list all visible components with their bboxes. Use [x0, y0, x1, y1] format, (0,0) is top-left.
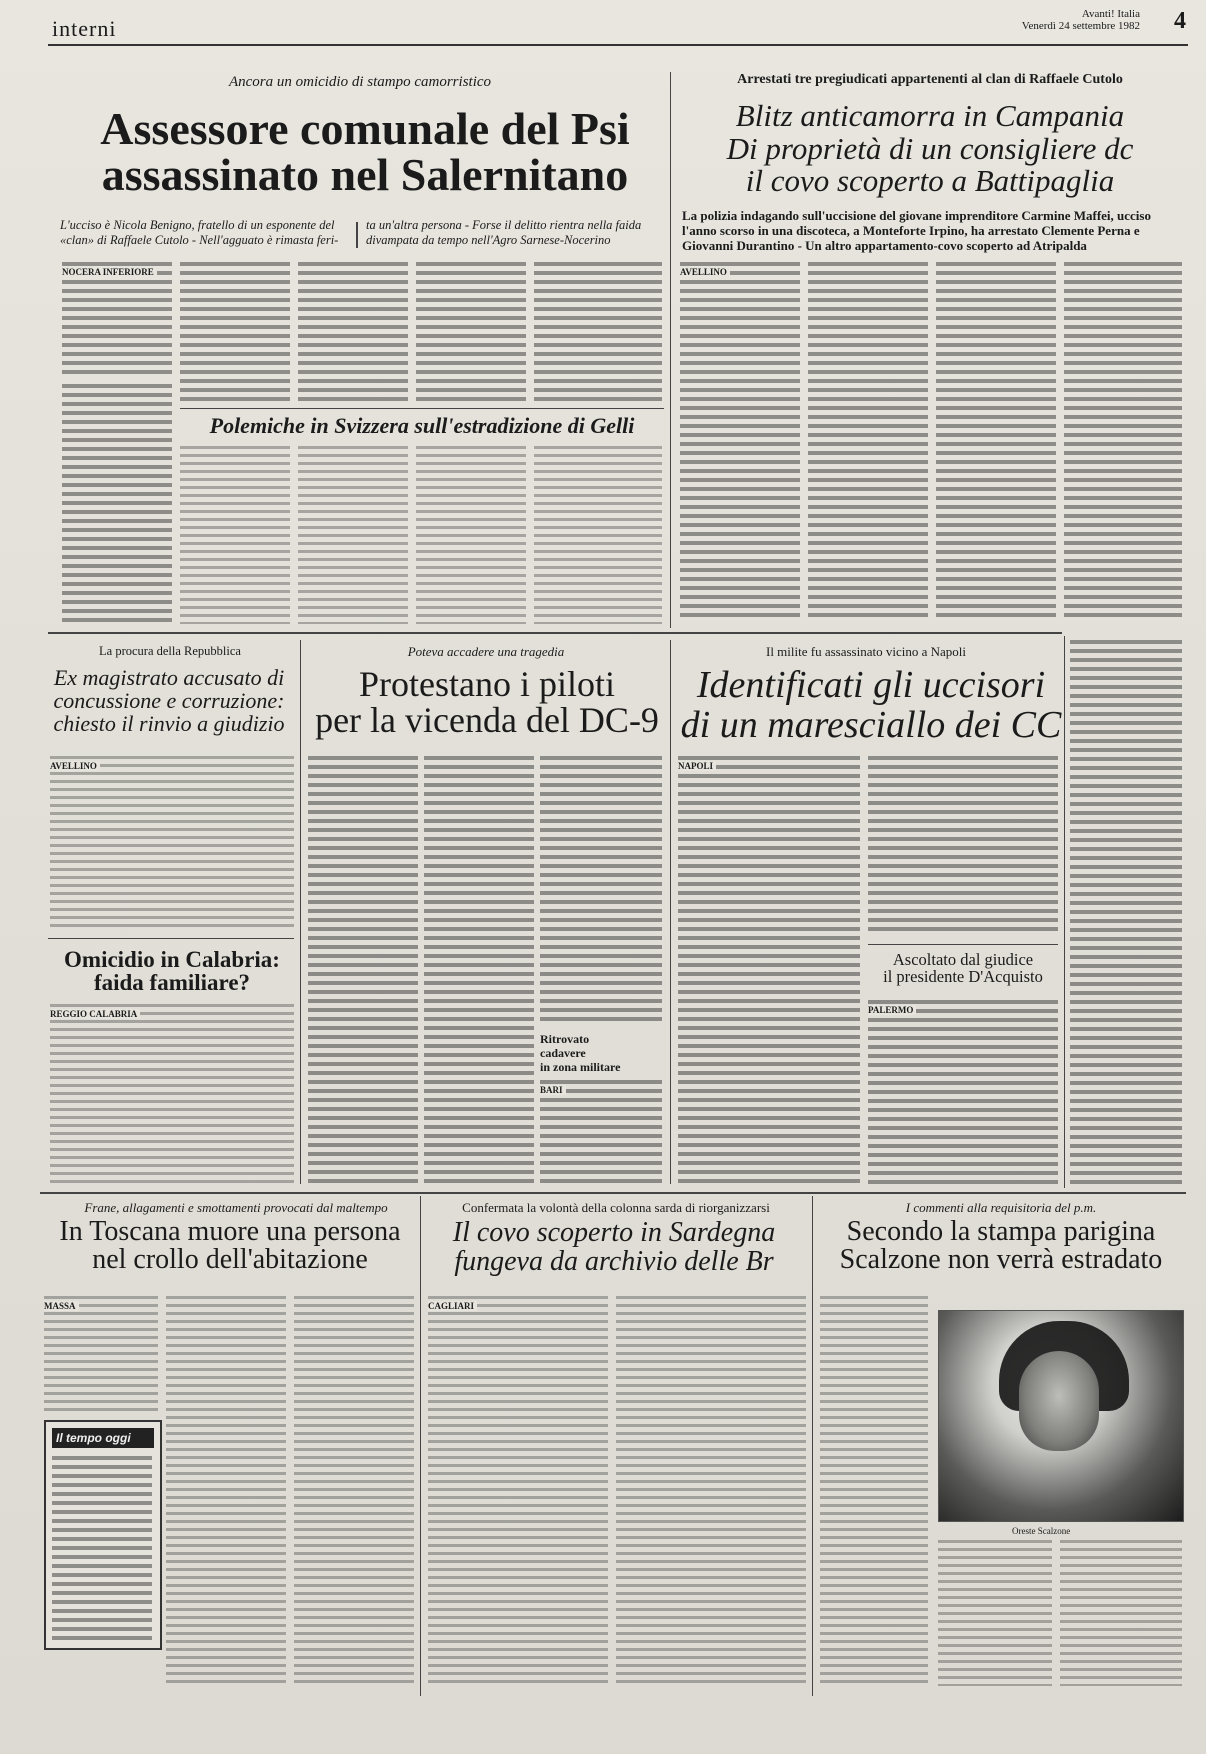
cadavere-body: [540, 1080, 662, 1186]
sardegna-kicker: Confermata la volontà della colonna sarda di riorganizzarsi: [462, 1200, 770, 1215]
calabria-body: [50, 1004, 294, 1184]
salerno-column-5: [534, 262, 662, 402]
issue-date: Venerdì 24 settembre 1982: [1021, 20, 1140, 32]
section-divider-2: [40, 1192, 1186, 1194]
salerno-column-1b: [62, 384, 172, 624]
cadavere-headline: [540, 1032, 662, 1074]
scalzone-headline-line2: Scalzone non verrà estradato: [839, 1244, 1163, 1275]
scalzone-column-1: [820, 1296, 928, 1686]
gelli-column-4: [534, 446, 662, 624]
calabria-rule: [48, 938, 294, 939]
blitz-dateline: AVELLINO: [680, 267, 730, 277]
bottom-divider-1: [420, 1196, 421, 1696]
mid-divider-1: [300, 640, 301, 1184]
scalzone-photo-caption: Oreste Scalzone: [1012, 1526, 1071, 1536]
maresciallo-column-1: [678, 756, 860, 1186]
maresciallo-headline-line1: Identificati gli uccisori: [696, 664, 1046, 706]
magistrato-kicker: La procura della Repubblica: [99, 644, 241, 658]
sardegna-dateline: CAGLIARI: [428, 1301, 477, 1311]
salerno-column-3: [298, 262, 408, 402]
salerno-kicker: Ancora un omicidio di stampo camorristico: [228, 74, 492, 90]
gelli-headline: Polemiche in Svizzera sull'estradizione di Gelli: [209, 413, 635, 438]
scalzone-headline-line1: Secondo la stampa parigina: [846, 1216, 1156, 1247]
gelli-column-3: [416, 446, 526, 624]
maresciallo-headline-line2: di un maresciallo dei CC: [680, 703, 1062, 746]
toscana-kicker: Frane, allagamenti e smottamenti provocati dal maltempo: [84, 1200, 388, 1215]
weather-box-title: Il tempo oggi: [52, 1428, 154, 1448]
salerno-headline-line1: Assessore comunale del Psi: [100, 103, 630, 154]
cadavere-dateline: BARI: [540, 1085, 566, 1095]
blitz-headline: [680, 100, 1180, 198]
calabria-headline-line1: Omicidio in Calabria:: [64, 947, 280, 972]
gelli-rule: [180, 408, 664, 409]
salerno-dateline: NOCERA INFERIORE: [62, 267, 157, 277]
sardegna-column-2: [616, 1296, 806, 1686]
toscana-headline-line2: nel crollo dell'abitazione: [92, 1244, 368, 1275]
toscana-headline-line1: In Toscana muore una persona: [59, 1216, 401, 1247]
magistrato-headline: [44, 666, 294, 735]
sardegna-headline-line2: fungeva da archivio delle Br: [454, 1246, 774, 1278]
scalzone-headline: [816, 1218, 1186, 1274]
scalzone-column-2: [938, 1540, 1052, 1686]
sardegna-headline-line1: Il covo scoperto in Sardegna: [452, 1217, 776, 1248]
bottom-divider-2: [812, 1196, 813, 1696]
dacquisto-headline-line1: Ascoltato dal giudice: [892, 950, 1034, 969]
cadavere-headline-line1: Ritrovato: [540, 1032, 590, 1046]
blitz-headline-line1: Blitz anticamorra in Campania: [735, 98, 1125, 133]
scalzone-photo: [938, 1310, 1184, 1522]
blitz-column-1: [680, 262, 800, 622]
toscana-dateline: MASSA: [44, 1301, 79, 1311]
piloti-column-3: [540, 756, 662, 1026]
piloti-column-1: [308, 756, 418, 1186]
toscana-headline: [40, 1218, 420, 1274]
calabria-dateline: REGGIO CALABRIA: [50, 1009, 140, 1019]
toscana-column-1: [44, 1296, 158, 1414]
paper-name: Avanti! Italia: [1081, 8, 1140, 20]
maresciallo-dateline: NAPOLI: [678, 761, 716, 771]
magistrato-headline-line1: Ex magistrato accusato di: [53, 665, 285, 690]
magistrato-headline-line3: chiesto il rinvio a giudizio: [53, 711, 285, 737]
magistrato-dateline: AVELLINO: [50, 761, 100, 771]
blitz-column-3: [936, 262, 1056, 622]
salerno-headline-line2: assassinato nel Salernitano: [101, 149, 629, 200]
salerno-column-2: [180, 262, 290, 402]
salerno-deck-right: ta un'altra persona - Forse il delitto rientra nella faida divampata da tempo nell'Agro Sarnese-Nocerino: [366, 218, 642, 247]
dacquisto-headline: [868, 952, 1058, 985]
magistrato-headline-line2: concussione e corruzione:: [53, 688, 285, 714]
maresciallo-headline: [676, 666, 1066, 746]
piloti-column-2: [424, 756, 534, 1186]
masthead-rule: [48, 44, 1188, 46]
gelli-column-2: [298, 446, 408, 624]
dacquisto-body: [868, 1000, 1058, 1186]
salerno-column-4: [416, 262, 526, 402]
sardegna-headline: [424, 1218, 804, 1277]
toscana-column-2: [166, 1296, 286, 1686]
dacquisto-headline-line2: il presidente D'Acquisto: [883, 966, 1043, 986]
gelli-column-1: [180, 446, 290, 624]
blitz-continuation-column: [1070, 640, 1182, 1186]
salerno-deck-left: L'ucciso è Nicola Benigno, fratello di un esponente del «clan» di Raffaele Cutolo - Nell'agguato è rimasta feri-: [60, 218, 339, 247]
scalzone-kicker: I commenti alla requisitoria del p.m.: [905, 1200, 1097, 1215]
weather-box-text: [52, 1456, 152, 1640]
blitz-deck: La polizia indagando sull'uccisione del giovane imprenditore Carmine Maffei, ucciso l'anno scorso in una discoteca, a Monteforte Irpino, ha arrestato Clemente Perna e Giovanni Durantino - Un altro appartamento-covo scoperto ad Atripalda: [682, 208, 1151, 253]
cadavere-headline-line2: cadavere: [540, 1046, 586, 1060]
piloti-headline-line1: Protestano i piloti: [359, 664, 615, 704]
maresciallo-kicker: Il milite fu assassinato vicino a Napoli: [765, 644, 966, 659]
piloti-kicker: Poteva accadere una tragedia: [407, 644, 565, 659]
cadavere-headline-line3: in zona militare: [540, 1060, 621, 1074]
top-column-divider: [670, 72, 671, 628]
blitz-column-4: [1064, 262, 1182, 622]
maresciallo-column-2: [868, 756, 1058, 936]
scalzone-column-3: [1060, 1540, 1182, 1686]
photo-face: [1019, 1351, 1099, 1451]
toscana-column-3: [294, 1296, 414, 1686]
section-title: interni: [52, 16, 117, 41]
dacquisto-rule: [868, 944, 1058, 945]
sardegna-column-1: [428, 1296, 608, 1686]
blitz-kicker: Arrestati tre pregiudicati appartenenti al clan di Raffaele Cutolo: [737, 72, 1123, 87]
calabria-headline: [50, 948, 294, 994]
piloti-headline: [304, 666, 670, 738]
masthead-info: [1022, 8, 1140, 32]
magistrato-body: [50, 756, 294, 932]
weather-box: [44, 1420, 162, 1650]
deck-divider: [356, 222, 358, 248]
page-number: 4: [1174, 8, 1186, 34]
right-continuation-divider: [1064, 636, 1065, 1188]
dacquisto-dateline: PALERMO: [868, 1005, 916, 1015]
blitz-headline-line2: Di proprietà di un consigliere dc: [726, 130, 1134, 166]
mid-divider-2: [670, 640, 671, 1184]
piloti-headline-line2: per la vicenda del DC-9: [315, 700, 659, 740]
section-divider-1: [48, 632, 1062, 634]
blitz-column-2: [808, 262, 928, 622]
salerno-headline: [50, 103, 680, 200]
calabria-headline-line2: faida familiare?: [93, 970, 251, 995]
salerno-column-1: [62, 262, 172, 374]
blitz-headline-line3: il covo scoperto a Battipaglia: [745, 163, 1115, 199]
